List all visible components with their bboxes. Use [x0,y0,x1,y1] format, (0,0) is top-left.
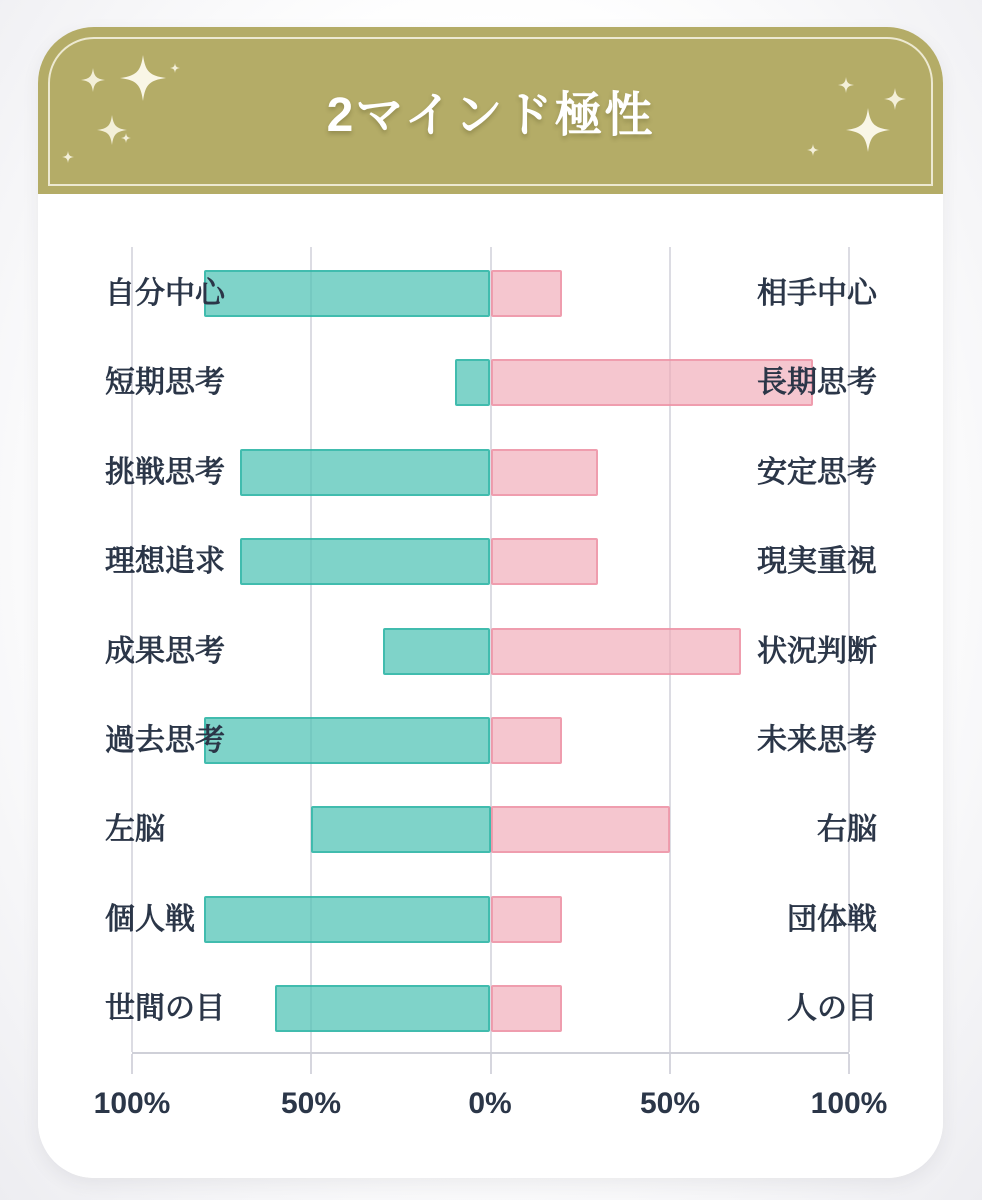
report-card [38,27,943,1178]
right-bar [491,985,563,1032]
left-label: 個人戦 [105,902,195,936]
chart-title: 2マインド極性 [326,89,655,142]
right-label: 現実重視 [757,545,877,579]
right-bar [491,717,563,764]
right-bar [491,270,563,317]
left-bar [311,806,490,853]
axis-label: 50% [639,1087,701,1120]
left-label: 挑戦思考 [105,455,225,489]
right-bar [491,628,742,675]
right-label: 相手中心 [757,277,877,310]
right-bar [491,806,670,853]
axis-tick [131,1054,133,1074]
left-bar [204,896,491,943]
left-label: 過去思考 [105,724,225,757]
left-bar [275,985,490,1032]
axis-label: 0% [468,1087,512,1120]
right-bar [491,538,599,585]
chart-row [38,806,943,853]
axis-label: 100% [810,1087,888,1120]
axis-label: 100% [93,1087,171,1120]
chart-row [38,985,943,1032]
chart-row [38,538,943,585]
chart-row [38,896,943,943]
left-bar [240,538,491,585]
right-label: 人の目 [787,992,877,1026]
right-label: 右脳 [817,813,877,847]
axis-tick [669,1054,671,1074]
right-bar [491,449,599,496]
left-bar [383,628,491,675]
left-bar [204,270,491,317]
axis-tick [310,1054,312,1074]
card-header [38,27,943,194]
left-label: 左脳 [105,813,165,847]
left-label: 自分中心 [105,277,225,310]
left-label: 理想追求 [105,545,225,579]
chart-area [38,194,943,1178]
axis-tick [848,1054,850,1074]
right-label: 状況判断 [757,634,877,668]
left-bar [204,717,491,764]
chart-row [38,270,943,317]
left-bar [455,359,491,406]
left-label: 世間の目 [105,992,225,1026]
axis-tick [490,1054,492,1074]
chart-row [38,628,943,675]
right-label: 安定思考 [757,455,877,489]
left-label: 成果思考 [105,634,225,668]
right-label: 長期思考 [757,366,877,400]
left-bar [240,449,491,496]
left-label: 短期思考 [105,366,225,400]
right-label: 団体戦 [787,902,877,936]
right-bar [491,896,563,943]
chart-row [38,449,943,496]
right-label: 未来思考 [757,724,877,757]
axis-label: 50% [280,1087,342,1120]
chart-row [38,717,943,764]
chart-row [38,359,943,406]
